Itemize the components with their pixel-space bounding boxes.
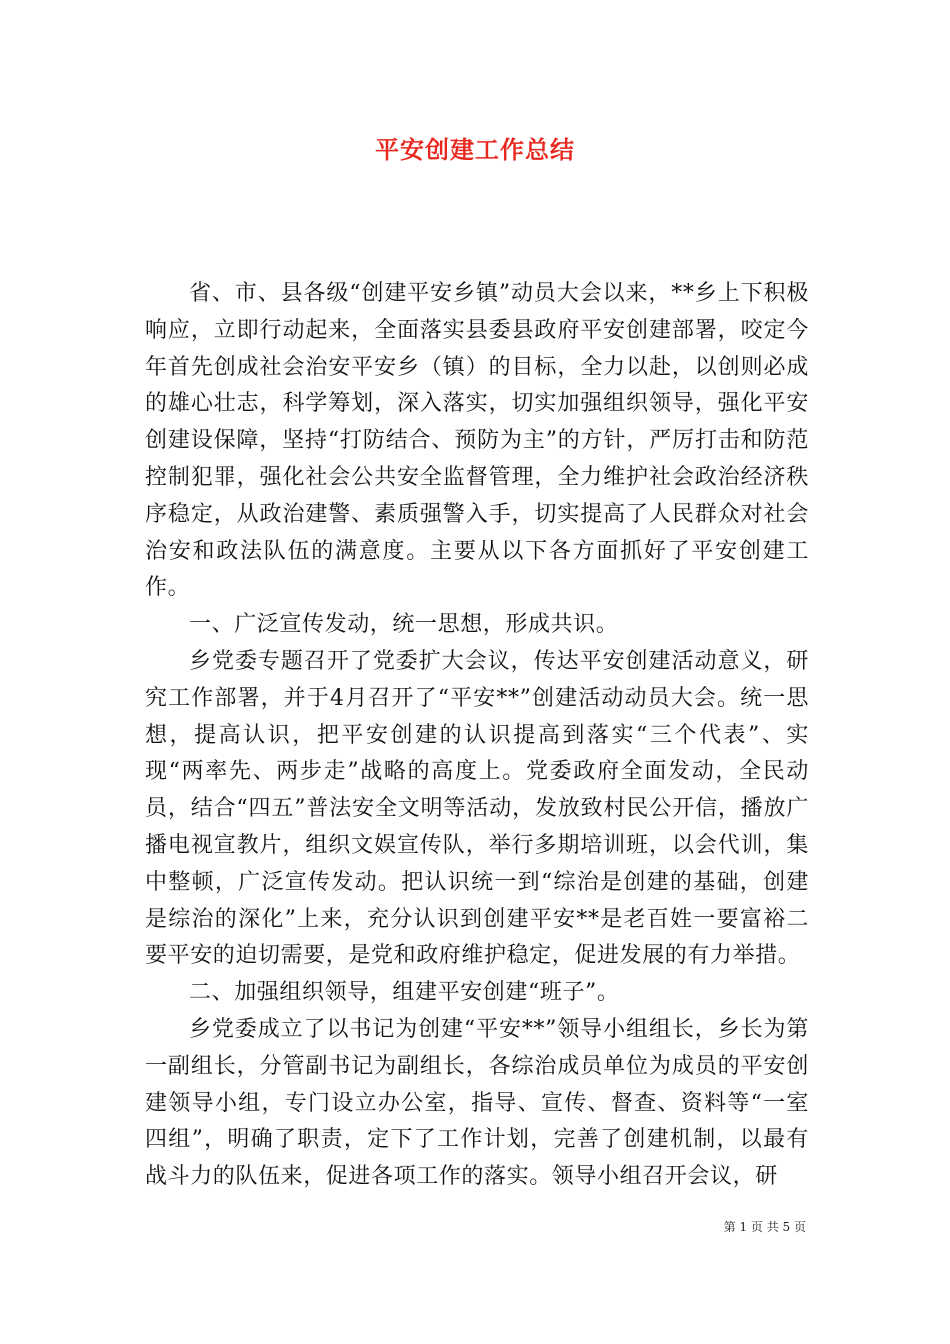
- document-title: 平安创建工作总结: [375, 135, 575, 164]
- section-heading-2: 二、加强组织领导，组建平安创建“班子”。: [189, 980, 620, 1006]
- paragraph-intro: 省、市、县各级“创建平安乡镇”动员大会以来，**乡上下积极响应，立即行动起来，全面落实县委县政府平安创建部署，咬定今年首先创成社会治安平安乡（镇）的目标，全力以赴，以创则必成的雄心壮志，科学筹划，深入落实，切实加强组织领导，强化平安创建设保障，坚持“打防结合、预防为主”的方针，严厉打击和防范控制犯罪，强化社会公共安全监督管理，全力维护社会政治经济秩序稳定，从政治建警、素质强警入手，切实提高了人民群众对社会治安和政法队伍的满意度。主要从以下各方面抓好了平安创建工作。: [145, 281, 809, 601]
- document-body: [145, 276, 809, 1196]
- page-number-footer: 第 1 页 共 5 页: [723, 1220, 806, 1234]
- paragraph-section-1: 乡党委专题召开了党委扩大会议，传达平安创建活动意义，研究工作部署，并于4月召开了“平安**”创建活动动员大会。统一思想，提高认识，把平安创建的认识提高到落实“三个代表”、实现“两率先、两步走”战略的高度上。党委政府全面发动，全民动员，结合“四五”普法安全文明等活动，发放致村民公开信，播放广播电视宣教片，组织文娱宣传队，举行多期培训班，以会代训，集中整顿，广泛宣传发动。把认识统一到“综治是创建的基础，创建是综治的深化”上来，充分认识到创建平安**是老百姓一要富裕二要平安的迫切需要，是党和政府维护稳定，促进发展的有力举措。: [145, 648, 809, 969]
- section-heading-1: 一、广泛宣传发动，统一思想，形成共识。: [189, 612, 619, 638]
- paragraph-section-2: 乡党委成立了以书记为创建“平安**”领导小组组长，乡长为第一副组长，分管副书记为副组长，各综治成员单位为成员的平安创建领导小组，专门设立办公室，指导、宣传、督查、资料等“一室四组”，明确了职责，定下了工作计划，完善了创建机制，以最有战斗力的队伍来，促进各项工作的落实。领导小组召开会议，研: [145, 1016, 809, 1190]
